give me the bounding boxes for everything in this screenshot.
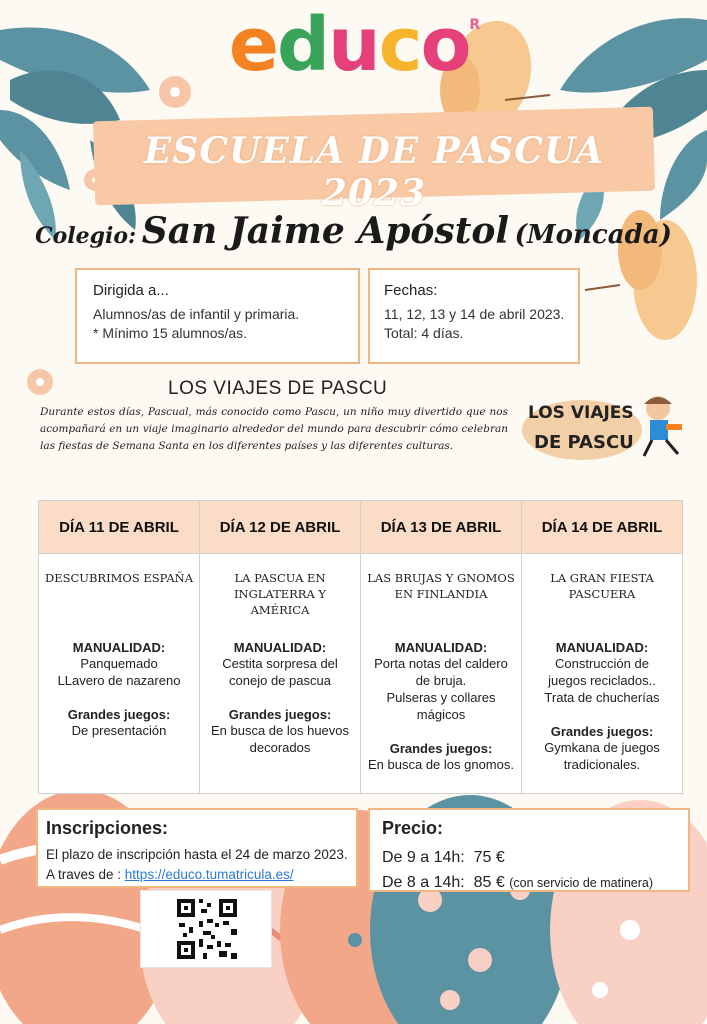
activity-title: LA GRAN FIESTA PASCUERA: [550, 571, 654, 601]
juegos-text: En busca de los huevos: [210, 723, 350, 738]
dates-line: Total: 4 días.: [384, 325, 464, 341]
price-row: [382, 845, 676, 870]
registration-via-label: A traves de :: [46, 867, 125, 882]
audience-title: Dirigida a...: [93, 282, 169, 299]
day-header: DÍA 13 DE ABRIL: [361, 501, 521, 554]
juegos-label: Grandes juegos:: [228, 707, 332, 722]
schedule-table: [38, 500, 683, 794]
juegos-text: tradicionales.: [563, 757, 641, 772]
registered-mark: R: [469, 17, 479, 33]
theme-description: Durante estos días, Pascual, más conocido como Pascu, un niño muy divertido que nos acompañará en un viaje imaginario alrededor del mundo para descubrir cómo celebran las fiestas de Semana Santa en los diferentes países y las diferentes culturas.: [40, 406, 508, 452]
price-amount: 75 €: [473, 849, 505, 866]
manualidad-text: Porta notas del caldero: [374, 656, 508, 671]
audience-line: Alumnos/as de infantil y primaria.: [93, 306, 300, 322]
pascu-logo-line1: LOS VIAJES: [528, 403, 634, 423]
school-line: [0, 210, 707, 252]
pricing-title: Precio:: [382, 818, 444, 838]
day-header: DÍA 11 DE ABRIL: [39, 501, 199, 554]
manualidad-label: MANUALIDAD:: [72, 640, 166, 655]
pascu-logo-line2: DE PASCU: [534, 432, 634, 453]
price-hours: De 9 a 14h:: [382, 849, 465, 866]
juegos-label: Grandes juegos:: [389, 741, 493, 756]
pricing-box: [368, 808, 690, 892]
schedule-column: [39, 501, 200, 793]
pascu-logo-icon: [520, 390, 688, 462]
activity-title: LAS BRUJAS Y GNOMOS EN FINLANDIA: [367, 571, 515, 601]
juegos-text: En busca de los gnomos.: [368, 757, 514, 772]
dates-title: Fechas:: [384, 282, 438, 299]
price-amount: 85 €: [473, 874, 505, 891]
manualidad-text: de bruja.: [415, 673, 467, 688]
manualidad-text: LLavero de nazareno: [57, 673, 181, 688]
manualidad-label: MANUALIDAD:: [233, 640, 327, 655]
audience-box: [75, 268, 360, 364]
dates-line: 11, 12, 13 y 14 de abril 2023.: [384, 306, 565, 322]
activity-title: LA PASCUA EN INGLATERRA Y AMÉRICA: [233, 571, 327, 617]
qr-code-icon[interactable]: [141, 891, 271, 967]
manualidad-text: Pulseras y collares: [386, 690, 496, 705]
page-title: ESCUELA DE PASCUA 2023: [143, 130, 605, 214]
day-header: DÍA 14 DE ABRIL: [522, 501, 682, 554]
registration-link[interactable]: https://educo.tumatricula.es/: [124, 867, 294, 882]
schedule-column: [361, 501, 522, 793]
manualidad-text: mágicos: [416, 707, 466, 722]
price-hours: De 8 a 14h:: [382, 874, 465, 891]
schedule-column: [522, 501, 682, 793]
manualidad-label: MANUALIDAD:: [394, 640, 488, 655]
manualidad-text: conejo de pascua: [229, 673, 331, 688]
theme-title: LOS VIAJES DE PASCU: [168, 378, 388, 399]
school-name: San Jaime Apóstol: [141, 210, 510, 252]
price-note: (con servicio de matinera): [509, 876, 654, 890]
juegos-text: decorados: [249, 740, 311, 755]
juegos-text: Gymkana de juegos: [544, 740, 660, 755]
day-header: DÍA 12 DE ABRIL: [200, 501, 360, 554]
registration-title: Inscripciones:: [46, 818, 169, 838]
school-label: Colegio:: [35, 223, 137, 249]
price-row: [382, 870, 676, 896]
manualidad-text: Cestita sorpresa del: [222, 656, 338, 671]
juegos-label: Grandes juegos:: [550, 724, 654, 739]
manualidad-text: Trata de chucherías: [544, 690, 660, 705]
dates-box: [368, 268, 580, 364]
activity-title: DESCUBRIMOS ESPAÑA: [45, 571, 194, 585]
juegos-text: De presentación: [71, 723, 167, 738]
manualidad-text: juegos reciclados..: [548, 673, 656, 688]
manualidad-text: Construcción de: [555, 656, 649, 671]
manualidad-text: Panquemado: [80, 656, 158, 671]
juegos-label: Grandes juegos:: [67, 707, 171, 722]
audience-line: * Mínimo 15 alumnos/as.: [93, 325, 248, 341]
school-town: (Moncada): [514, 220, 672, 250]
registration-deadline: El plazo de inscripción hasta el 24 de marzo 2023.: [46, 847, 348, 862]
registration-box: [36, 808, 358, 888]
registration-via: [46, 865, 348, 885]
manualidad-label: MANUALIDAD:: [555, 640, 649, 655]
educo-logo: educo$^R$: [228, 2, 479, 88]
schedule-column: [200, 501, 361, 793]
qr-card: [140, 890, 272, 968]
